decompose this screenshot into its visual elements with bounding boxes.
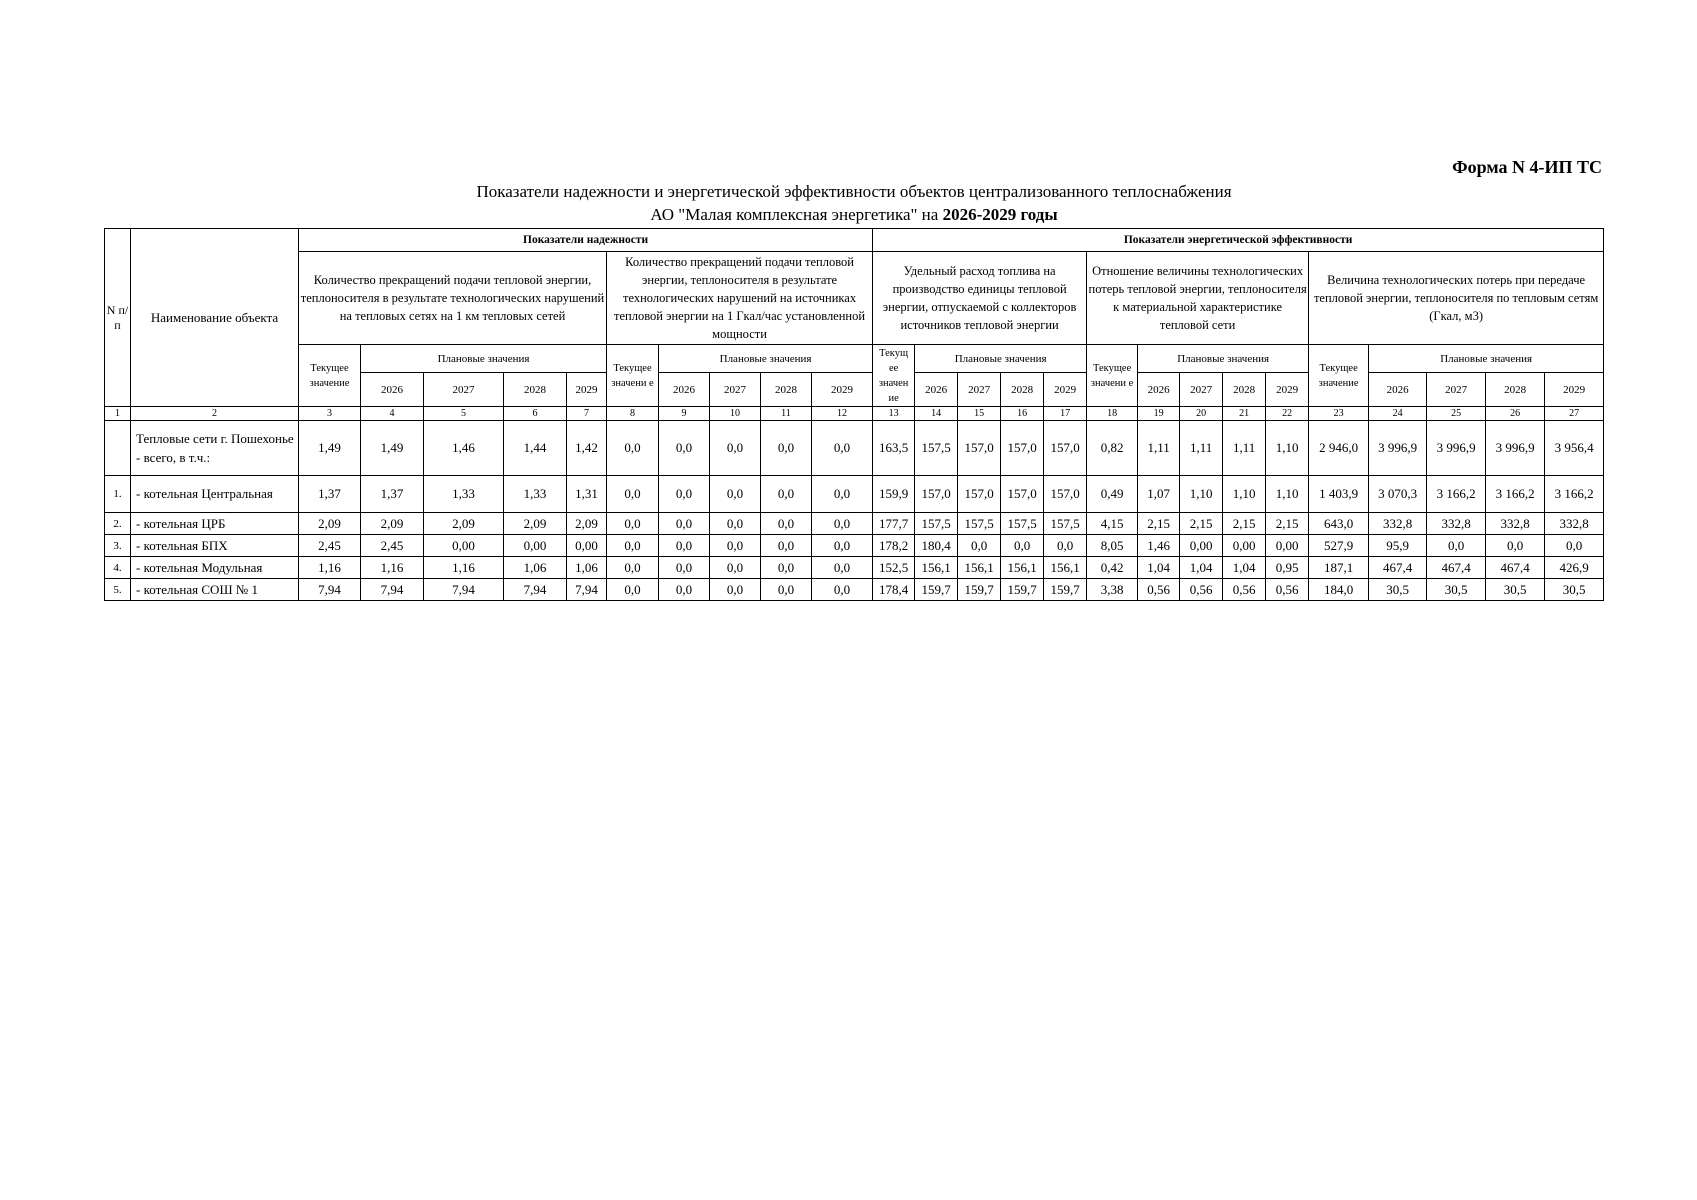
table-cell: 1,04 bbox=[1223, 557, 1266, 579]
year-header: 2026 bbox=[1138, 373, 1180, 407]
table-cell: 1,10 bbox=[1180, 476, 1223, 513]
table-cell: 0,00 bbox=[567, 535, 607, 557]
table-cell: 2,15 bbox=[1266, 513, 1309, 535]
table-cell: 0,00 bbox=[1266, 535, 1309, 557]
table-cell: 0,0 bbox=[710, 579, 761, 601]
table-cell: 0,82 bbox=[1087, 421, 1138, 476]
year-header: 2028 bbox=[761, 373, 812, 407]
column-number: 18 bbox=[1087, 407, 1138, 421]
year-header: 2029 bbox=[1266, 373, 1309, 407]
current-value-header: Текущее значение bbox=[1309, 345, 1369, 407]
table-cell: 332,8 bbox=[1427, 513, 1486, 535]
table-cell: 0,42 bbox=[1087, 557, 1138, 579]
table-cell: 527,9 bbox=[1309, 535, 1369, 557]
table-cell: 1,11 bbox=[1180, 421, 1223, 476]
table-cell: 0,00 bbox=[424, 535, 504, 557]
table-cell: 159,7 bbox=[1044, 579, 1087, 601]
table-cell: 2,45 bbox=[299, 535, 361, 557]
planned-values-header: Плановые значения bbox=[1138, 345, 1309, 373]
table-cell: 1,06 bbox=[504, 557, 567, 579]
table-cell: 1 403,9 bbox=[1309, 476, 1369, 513]
planned-values-header: Плановые значения bbox=[915, 345, 1087, 373]
table-cell: 467,4 bbox=[1427, 557, 1486, 579]
table-cell: 0,0 bbox=[710, 557, 761, 579]
table-cell: 7,94 bbox=[504, 579, 567, 601]
document-title: Показатели надежности и энергетической эффективности объектов централизованного теплоснабжения bbox=[476, 182, 1232, 201]
year-header: 2027 bbox=[1180, 373, 1223, 407]
column-number: 27 bbox=[1545, 407, 1604, 421]
current-value-header: Текущее значени е bbox=[607, 345, 659, 407]
row-number: 5. bbox=[105, 579, 131, 601]
table-cell: 157,0 bbox=[1001, 421, 1044, 476]
column-number: 10 bbox=[710, 407, 761, 421]
planned-values-header: Плановые значения bbox=[361, 345, 607, 373]
table-cell: 30,5 bbox=[1545, 579, 1604, 601]
table-cell: 1,04 bbox=[1138, 557, 1180, 579]
subtitle-prefix: АО "Малая комплексная энергетика" на bbox=[650, 205, 939, 224]
table-cell: 0,56 bbox=[1138, 579, 1180, 601]
column-number: 24 bbox=[1369, 407, 1427, 421]
object-name: - котельная Модульная bbox=[131, 557, 299, 579]
table-cell: 0,56 bbox=[1266, 579, 1309, 601]
table-cell: 0,0 bbox=[1545, 535, 1604, 557]
table-cell: 0,0 bbox=[812, 476, 873, 513]
year-header: 2026 bbox=[361, 373, 424, 407]
table-cell: 156,1 bbox=[958, 557, 1001, 579]
table-cell: 643,0 bbox=[1309, 513, 1369, 535]
table-cell: 180,4 bbox=[915, 535, 958, 557]
table-cell: 163,5 bbox=[873, 421, 915, 476]
column-number: 19 bbox=[1138, 407, 1180, 421]
year-header: 2027 bbox=[424, 373, 504, 407]
table-cell: 2,09 bbox=[567, 513, 607, 535]
table-row bbox=[105, 557, 1604, 579]
table-cell: 1,37 bbox=[299, 476, 361, 513]
subheader-loss-ratio: Отношение величины технологических потерь тепловой энергии, теплоносителя к материальной характеристике тепловой сети bbox=[1087, 252, 1309, 345]
table-cell: 0,0 bbox=[761, 513, 812, 535]
table-cell: 0,0 bbox=[812, 579, 873, 601]
table-cell: 0,95 bbox=[1266, 557, 1309, 579]
object-name: - котельная Центральная bbox=[131, 476, 299, 513]
table-row bbox=[105, 535, 1604, 557]
column-number: 22 bbox=[1266, 407, 1309, 421]
table-cell: 0,0 bbox=[1486, 535, 1545, 557]
column-number: 17 bbox=[1044, 407, 1087, 421]
table-cell: 3,38 bbox=[1087, 579, 1138, 601]
table-cell: 0,0 bbox=[761, 557, 812, 579]
year-header: 2026 bbox=[659, 373, 710, 407]
table-cell: 1,33 bbox=[504, 476, 567, 513]
column-number: 16 bbox=[1001, 407, 1044, 421]
table-cell: 2,09 bbox=[361, 513, 424, 535]
table-cell: 0,0 bbox=[812, 421, 873, 476]
table-cell: 8,05 bbox=[1087, 535, 1138, 557]
year-header: 2027 bbox=[710, 373, 761, 407]
column-number: 5 bbox=[424, 407, 504, 421]
table-cell: 0,0 bbox=[659, 579, 710, 601]
year-header: 2029 bbox=[1545, 373, 1604, 407]
column-number: 8 bbox=[607, 407, 659, 421]
table-row bbox=[105, 513, 1604, 535]
table-cell: 1,10 bbox=[1266, 476, 1309, 513]
subheader-outages-per-gcal: Количество прекращений подачи тепловой энергии, теплоносителя в результате технологических нарушений на источниках тепловой энергии на 1 Гкал/час установленной мощности bbox=[607, 252, 873, 345]
table-cell: 0,56 bbox=[1223, 579, 1266, 601]
table-cell: 0,0 bbox=[812, 513, 873, 535]
table-cell: 30,5 bbox=[1486, 579, 1545, 601]
table-cell: 4,15 bbox=[1087, 513, 1138, 535]
table-cell: 159,9 bbox=[873, 476, 915, 513]
table-cell: 0,0 bbox=[607, 476, 659, 513]
object-name: Тепловые сети г. Пошехонье - всего, в т.ч.: bbox=[131, 421, 299, 476]
table-cell: 0,0 bbox=[761, 421, 812, 476]
column-number: 12 bbox=[812, 407, 873, 421]
table-cell: 0,0 bbox=[812, 535, 873, 557]
column-number: 9 bbox=[659, 407, 710, 421]
column-number: 26 bbox=[1486, 407, 1545, 421]
table-cell: 3 166,2 bbox=[1486, 476, 1545, 513]
row-number bbox=[105, 421, 131, 476]
table-cell: 0,0 bbox=[1427, 535, 1486, 557]
row-number: 3. bbox=[105, 535, 131, 557]
table-cell: 1,46 bbox=[1138, 535, 1180, 557]
table-cell: 0,0 bbox=[659, 476, 710, 513]
table-cell: 0,0 bbox=[761, 476, 812, 513]
current-value-header: Текущее значение bbox=[299, 345, 361, 407]
column-number: 14 bbox=[915, 407, 958, 421]
table-cell: 7,94 bbox=[299, 579, 361, 601]
column-number: 3 bbox=[299, 407, 361, 421]
table-cell: 157,0 bbox=[1001, 476, 1044, 513]
planned-values-header: Плановые значения bbox=[659, 345, 873, 373]
table-cell: 1,31 bbox=[567, 476, 607, 513]
table-cell: 3 996,9 bbox=[1427, 421, 1486, 476]
column-number: 7 bbox=[567, 407, 607, 421]
column-number: 1 bbox=[105, 407, 131, 421]
table-cell: 0,0 bbox=[1001, 535, 1044, 557]
year-header: 2028 bbox=[1486, 373, 1545, 407]
col-header-number: N п/п bbox=[105, 229, 131, 407]
column-number-row bbox=[105, 407, 1604, 421]
table-cell: 157,5 bbox=[915, 513, 958, 535]
table-cell: 332,8 bbox=[1486, 513, 1545, 535]
table-cell: 184,0 bbox=[1309, 579, 1369, 601]
table-cell: 1,04 bbox=[1180, 557, 1223, 579]
table-cell: 0,0 bbox=[1044, 535, 1087, 557]
year-header: 2026 bbox=[915, 373, 958, 407]
table-cell: 152,5 bbox=[873, 557, 915, 579]
subtitle-period: 2026-2029 годы bbox=[942, 205, 1058, 224]
column-number: 13 bbox=[873, 407, 915, 421]
table-cell: 1,49 bbox=[361, 421, 424, 476]
table-cell: 0,0 bbox=[607, 579, 659, 601]
document-subtitle bbox=[104, 203, 1604, 226]
table-cell: 2,09 bbox=[299, 513, 361, 535]
column-number: 23 bbox=[1309, 407, 1369, 421]
table-cell: 467,4 bbox=[1486, 557, 1545, 579]
table-cell: 1,10 bbox=[1223, 476, 1266, 513]
table-cell: 1,44 bbox=[504, 421, 567, 476]
column-number: 20 bbox=[1180, 407, 1223, 421]
table-cell: 159,7 bbox=[915, 579, 958, 601]
table-cell: 2,15 bbox=[1223, 513, 1266, 535]
table-cell: 159,7 bbox=[1001, 579, 1044, 601]
table-cell: 0,0 bbox=[659, 535, 710, 557]
subheader-fuel-consumption: Удельный расход топлива на производство единицы тепловой энергии, отпускаемой с коллекторов источников тепловой энергии bbox=[873, 252, 1087, 345]
table-row bbox=[105, 579, 1604, 601]
table-cell: 159,7 bbox=[958, 579, 1001, 601]
table-cell: 426,9 bbox=[1545, 557, 1604, 579]
year-header: 2029 bbox=[1044, 373, 1087, 407]
table-cell: 3 166,2 bbox=[1427, 476, 1486, 513]
year-header: 2028 bbox=[1001, 373, 1044, 407]
table-cell: 157,0 bbox=[958, 476, 1001, 513]
group-header-efficiency: Показатели энергетической эффективности bbox=[873, 229, 1604, 252]
table-cell: 0,0 bbox=[761, 535, 812, 557]
column-number: 4 bbox=[361, 407, 424, 421]
table-cell: 0,0 bbox=[958, 535, 1001, 557]
year-header: 2028 bbox=[1223, 373, 1266, 407]
table-cell: 7,94 bbox=[567, 579, 607, 601]
year-header: 2029 bbox=[812, 373, 873, 407]
table-cell: 1,16 bbox=[361, 557, 424, 579]
table-cell: 332,8 bbox=[1369, 513, 1427, 535]
table-row-total bbox=[105, 421, 1604, 476]
table-cell: 0,0 bbox=[761, 579, 812, 601]
table-cell: 157,5 bbox=[1044, 513, 1087, 535]
table-cell: 2,09 bbox=[424, 513, 504, 535]
column-number: 2 bbox=[131, 407, 299, 421]
table-cell: 1,11 bbox=[1223, 421, 1266, 476]
table-cell: 1,33 bbox=[424, 476, 504, 513]
table-cell: 157,0 bbox=[958, 421, 1001, 476]
object-name: - котельная СОШ № 1 bbox=[131, 579, 299, 601]
table-cell: 467,4 bbox=[1369, 557, 1427, 579]
table-cell: 157,0 bbox=[1044, 476, 1087, 513]
table-cell: 0,00 bbox=[1180, 535, 1223, 557]
table-cell: 0,0 bbox=[710, 421, 761, 476]
form-number-label: Форма N 4-ИП ТС bbox=[1452, 157, 1602, 177]
table-cell: 30,5 bbox=[1427, 579, 1486, 601]
table-cell: 0,0 bbox=[659, 513, 710, 535]
year-header: 2026 bbox=[1369, 373, 1427, 407]
table-cell: 2,45 bbox=[361, 535, 424, 557]
table-cell: 157,5 bbox=[1001, 513, 1044, 535]
current-value-header: Текущее значени е bbox=[1087, 345, 1138, 407]
table-cell: 0,0 bbox=[607, 535, 659, 557]
table-row bbox=[105, 476, 1604, 513]
table-cell: 157,5 bbox=[915, 421, 958, 476]
table-cell: 0,00 bbox=[504, 535, 567, 557]
column-number: 15 bbox=[958, 407, 1001, 421]
table-cell: 7,94 bbox=[361, 579, 424, 601]
group-header-reliability: Показатели надежности bbox=[299, 229, 873, 252]
table-cell: 0,0 bbox=[607, 557, 659, 579]
row-number: 4. bbox=[105, 557, 131, 579]
current-value-header: Текущ ее значен ие bbox=[873, 345, 915, 407]
subheader-technological-losses: Величина технологических потерь при передаче тепловой энергии, теплоносителя по тепловым сетям (Гкал, м3) bbox=[1309, 252, 1604, 345]
table-cell: 3 996,9 bbox=[1486, 421, 1545, 476]
table-cell: 157,0 bbox=[1044, 421, 1087, 476]
object-name: - котельная ЦРБ bbox=[131, 513, 299, 535]
table-cell: 95,9 bbox=[1369, 535, 1427, 557]
row-number: 2. bbox=[105, 513, 131, 535]
table-cell: 156,1 bbox=[915, 557, 958, 579]
table-cell: 157,5 bbox=[958, 513, 1001, 535]
table-cell: 187,1 bbox=[1309, 557, 1369, 579]
table-cell: 177,7 bbox=[873, 513, 915, 535]
table-cell: 0,56 bbox=[1180, 579, 1223, 601]
table-cell: 3 166,2 bbox=[1545, 476, 1604, 513]
year-header: 2027 bbox=[958, 373, 1001, 407]
table-cell: 1,46 bbox=[424, 421, 504, 476]
table-cell: 332,8 bbox=[1545, 513, 1604, 535]
planned-values-header: Плановые значения bbox=[1369, 345, 1604, 373]
table-cell: 1,16 bbox=[424, 557, 504, 579]
table-cell: 30,5 bbox=[1369, 579, 1427, 601]
object-name: - котельная БПХ bbox=[131, 535, 299, 557]
table-cell: 0,0 bbox=[659, 557, 710, 579]
table-cell: 0,0 bbox=[659, 421, 710, 476]
year-header: 2027 bbox=[1427, 373, 1486, 407]
table-cell: 1,07 bbox=[1138, 476, 1180, 513]
column-number: 25 bbox=[1427, 407, 1486, 421]
table-cell: 0,0 bbox=[812, 557, 873, 579]
table-cell: 0,0 bbox=[607, 421, 659, 476]
table-cell: 2,15 bbox=[1180, 513, 1223, 535]
table-cell: 0,00 bbox=[1223, 535, 1266, 557]
table-cell: 178,4 bbox=[873, 579, 915, 601]
table-cell: 1,10 bbox=[1266, 421, 1309, 476]
year-header: 2029 bbox=[567, 373, 607, 407]
table-cell: 1,06 bbox=[567, 557, 607, 579]
indicators-table bbox=[104, 228, 1604, 601]
year-header: 2028 bbox=[504, 373, 567, 407]
table-cell: 0,0 bbox=[710, 535, 761, 557]
table-cell: 156,1 bbox=[1001, 557, 1044, 579]
table-cell: 156,1 bbox=[1044, 557, 1087, 579]
table-cell: 1,42 bbox=[567, 421, 607, 476]
table-cell: 1,16 bbox=[299, 557, 361, 579]
column-number: 11 bbox=[761, 407, 812, 421]
table-cell: 3 070,3 bbox=[1369, 476, 1427, 513]
row-number: 1. bbox=[105, 476, 131, 513]
table-cell: 0,0 bbox=[710, 476, 761, 513]
column-number: 6 bbox=[504, 407, 567, 421]
col-header-object-name: Наименование объекта bbox=[131, 229, 299, 407]
table-cell: 1,11 bbox=[1138, 421, 1180, 476]
table-cell: 3 996,9 bbox=[1369, 421, 1427, 476]
table-cell: 157,0 bbox=[915, 476, 958, 513]
column-number: 21 bbox=[1223, 407, 1266, 421]
table-cell: 3 956,4 bbox=[1545, 421, 1604, 476]
table-cell: 2,09 bbox=[504, 513, 567, 535]
table-cell: 1,49 bbox=[299, 421, 361, 476]
table-cell: 1,37 bbox=[361, 476, 424, 513]
table-cell: 178,2 bbox=[873, 535, 915, 557]
subheader-outages-per-km: Количество прекращений подачи тепловой энергии, теплоносителя в результате технологических нарушений на тепловых сетях на 1 км тепловых сетей bbox=[299, 252, 607, 345]
table-cell: 0,0 bbox=[607, 513, 659, 535]
table-cell: 7,94 bbox=[424, 579, 504, 601]
table-cell: 2 946,0 bbox=[1309, 421, 1369, 476]
table-cell: 2,15 bbox=[1138, 513, 1180, 535]
table-cell: 0,0 bbox=[710, 513, 761, 535]
table-cell: 0,49 bbox=[1087, 476, 1138, 513]
